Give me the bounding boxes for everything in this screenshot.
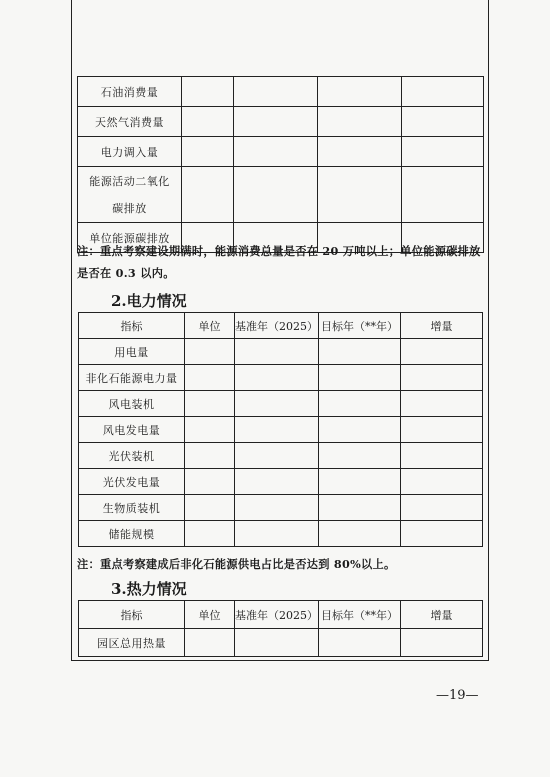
cell[interactable] bbox=[185, 417, 235, 443]
row-label: 储能规模 bbox=[79, 521, 185, 547]
column-header: 基准年（2025） bbox=[235, 601, 319, 629]
row-label: 用电量 bbox=[79, 339, 185, 365]
page-number: —19— bbox=[436, 688, 479, 703]
column-header: 目标年（**年） bbox=[319, 313, 401, 339]
cell[interactable] bbox=[185, 443, 235, 469]
cell[interactable] bbox=[319, 521, 401, 547]
table-row bbox=[79, 629, 483, 657]
cell[interactable] bbox=[319, 339, 401, 365]
column-header: 指标 bbox=[79, 313, 185, 339]
cell[interactable] bbox=[185, 391, 235, 417]
cell[interactable] bbox=[401, 629, 483, 657]
cell[interactable] bbox=[235, 391, 319, 417]
table-row bbox=[79, 443, 483, 469]
cell[interactable] bbox=[185, 521, 235, 547]
cell[interactable] bbox=[319, 443, 401, 469]
note-energy: 注：重点考察建设期满时，能源消费总量是否在 20 万吨以上；单位能源碳排放是否在 0.3 以内。 bbox=[77, 244, 481, 280]
cell[interactable] bbox=[319, 469, 401, 495]
cell[interactable] bbox=[402, 167, 484, 223]
cell[interactable] bbox=[401, 391, 483, 417]
table-header-row bbox=[79, 313, 483, 339]
cell[interactable] bbox=[319, 495, 401, 521]
cell[interactable] bbox=[319, 417, 401, 443]
table-row bbox=[79, 365, 483, 391]
column-header: 增量 bbox=[401, 313, 483, 339]
cell[interactable] bbox=[235, 469, 319, 495]
power-table bbox=[78, 312, 483, 547]
column-header: 指标 bbox=[79, 601, 185, 629]
section-heading-power: 2.电力情况 bbox=[111, 292, 187, 310]
cell[interactable] bbox=[234, 137, 318, 167]
cell[interactable] bbox=[185, 629, 235, 657]
column-header: 基准年（2025） bbox=[235, 313, 319, 339]
cell[interactable] bbox=[401, 495, 483, 521]
row-label: 电力调入量 bbox=[78, 137, 182, 167]
cell[interactable] bbox=[235, 521, 319, 547]
table-row bbox=[79, 391, 483, 417]
cell[interactable] bbox=[318, 107, 402, 137]
note-power: 注：重点考察建成后非化石能源供电占比是否达到 80%以上。 bbox=[77, 557, 396, 571]
cell[interactable] bbox=[235, 365, 319, 391]
cell[interactable] bbox=[182, 107, 234, 137]
table-row bbox=[79, 469, 483, 495]
row-label: 园区总用热量 bbox=[79, 629, 185, 657]
cell[interactable] bbox=[401, 365, 483, 391]
cell[interactable] bbox=[234, 77, 318, 107]
cell[interactable] bbox=[319, 391, 401, 417]
cell[interactable] bbox=[401, 339, 483, 365]
row-label: 生物质装机 bbox=[79, 495, 185, 521]
cell[interactable] bbox=[318, 77, 402, 107]
cell[interactable] bbox=[182, 137, 234, 167]
table-row bbox=[78, 77, 484, 107]
cell[interactable] bbox=[185, 339, 235, 365]
table-header-row bbox=[79, 601, 483, 629]
cell[interactable] bbox=[318, 167, 402, 223]
cell[interactable] bbox=[318, 137, 402, 167]
cell[interactable] bbox=[401, 443, 483, 469]
table-row bbox=[78, 167, 484, 223]
row-label: 天然气消费量 bbox=[78, 107, 182, 137]
cell[interactable] bbox=[401, 521, 483, 547]
cell[interactable] bbox=[319, 629, 401, 657]
cell[interactable] bbox=[182, 167, 234, 223]
table-row bbox=[79, 339, 483, 365]
heat-table bbox=[78, 600, 483, 657]
cell[interactable] bbox=[402, 107, 484, 137]
cell[interactable] bbox=[235, 443, 319, 469]
cell[interactable] bbox=[185, 495, 235, 521]
energy-table bbox=[77, 76, 484, 253]
row-label: 单位能源碳排放 bbox=[78, 223, 182, 253]
column-header: 单位 bbox=[185, 601, 235, 629]
cell[interactable] bbox=[402, 137, 484, 167]
cell[interactable] bbox=[234, 167, 318, 223]
column-header: 单位 bbox=[185, 313, 235, 339]
row-label: 光伏装机 bbox=[79, 443, 185, 469]
cell[interactable] bbox=[235, 495, 319, 521]
row-label: 风电装机 bbox=[79, 391, 185, 417]
row-label: 光伏发电量 bbox=[79, 469, 185, 495]
row-label: 石油消费量 bbox=[78, 77, 182, 107]
cell[interactable] bbox=[234, 107, 318, 137]
row-label: 非化石能源电力量 bbox=[79, 365, 185, 391]
column-header: 增量 bbox=[401, 601, 483, 629]
table-row bbox=[79, 521, 483, 547]
row-label: 能源活动二氧化碳排放 bbox=[78, 167, 182, 223]
section-heading-heat: 3.热力情况 bbox=[111, 580, 187, 598]
row-label: 风电发电量 bbox=[79, 417, 185, 443]
cell[interactable] bbox=[235, 339, 319, 365]
cell[interactable] bbox=[401, 417, 483, 443]
table-row bbox=[79, 417, 483, 443]
table-row bbox=[78, 107, 484, 137]
cell[interactable] bbox=[235, 629, 319, 657]
cell[interactable] bbox=[185, 365, 235, 391]
cell[interactable] bbox=[235, 417, 319, 443]
cell[interactable] bbox=[319, 365, 401, 391]
column-header: 目标年（**年） bbox=[319, 601, 401, 629]
table-row bbox=[78, 137, 484, 167]
table-row bbox=[79, 495, 483, 521]
cell[interactable] bbox=[182, 77, 234, 107]
cell[interactable] bbox=[402, 77, 484, 107]
cell[interactable] bbox=[401, 469, 483, 495]
cell[interactable] bbox=[185, 469, 235, 495]
